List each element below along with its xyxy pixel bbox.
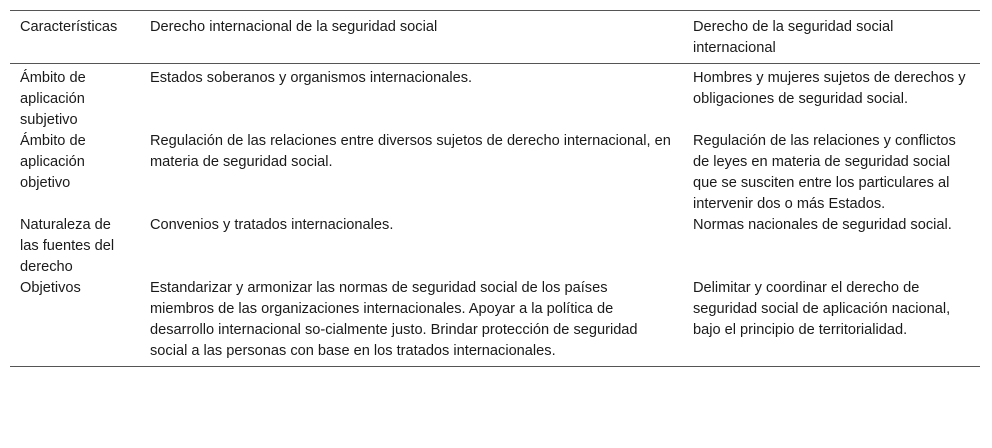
table-header <box>10 11 980 64</box>
row-social-security-law-cell: Regulación de las relaciones y conflictos de leyes en materia de seguridad social que se susciten entre los particulares al intervenir dos o más Estados. <box>693 133 956 212</box>
table-row <box>10 131 980 215</box>
header-row <box>10 11 980 64</box>
table-row <box>10 215 980 278</box>
row-feature-cell: Objetivos <box>20 280 81 296</box>
row-international-law-cell: Estandarizar y armonizar las normas de seguridad social de los países miembros de las organizaciones internacionales. Apoyar a la política de desarrollo internacional so-cialmente justo. Brindar protección de seguridad social a las personas con base en los tratados internacionales. <box>150 280 638 359</box>
row-feature-cell: Ámbito de aplicación subjetivo <box>20 70 86 128</box>
row-social-security-law-cell: Delimitar y coordinar el derecho de seguridad social de aplicación nacional, bajo el principio de territorialidad. <box>693 280 951 338</box>
row-feature-cell: Naturaleza de las fuentes del derecho <box>20 217 115 275</box>
row-international-law-cell: Estados soberanos y organismos internacionales. <box>150 70 473 86</box>
row-social-security-law-cell: Hombres y mujeres sujetos de derechos y obligaciones de seguridad social. <box>693 70 966 107</box>
row-social-security-law-cell: Normas nacionales de seguridad social. <box>693 217 952 233</box>
table-row <box>10 278 980 367</box>
table-row <box>10 64 980 132</box>
table-body <box>10 64 980 367</box>
header-caracteristicas: Características <box>20 19 118 35</box>
row-feature-cell: Ámbito de aplicación objetivo <box>20 133 86 191</box>
header-derecho-seguridad-social: Derecho de la seguridad social internacional <box>693 19 894 56</box>
header-derecho-internacional: Derecho internacional de la seguridad social <box>150 19 438 35</box>
row-international-law-cell: Convenios y tratados internacionales. <box>150 217 394 233</box>
row-international-law-cell: Regulación de las relaciones entre diversos sujetos de derecho internacional, en materia de seguridad social. <box>150 133 671 170</box>
comparison-table <box>10 10 980 367</box>
